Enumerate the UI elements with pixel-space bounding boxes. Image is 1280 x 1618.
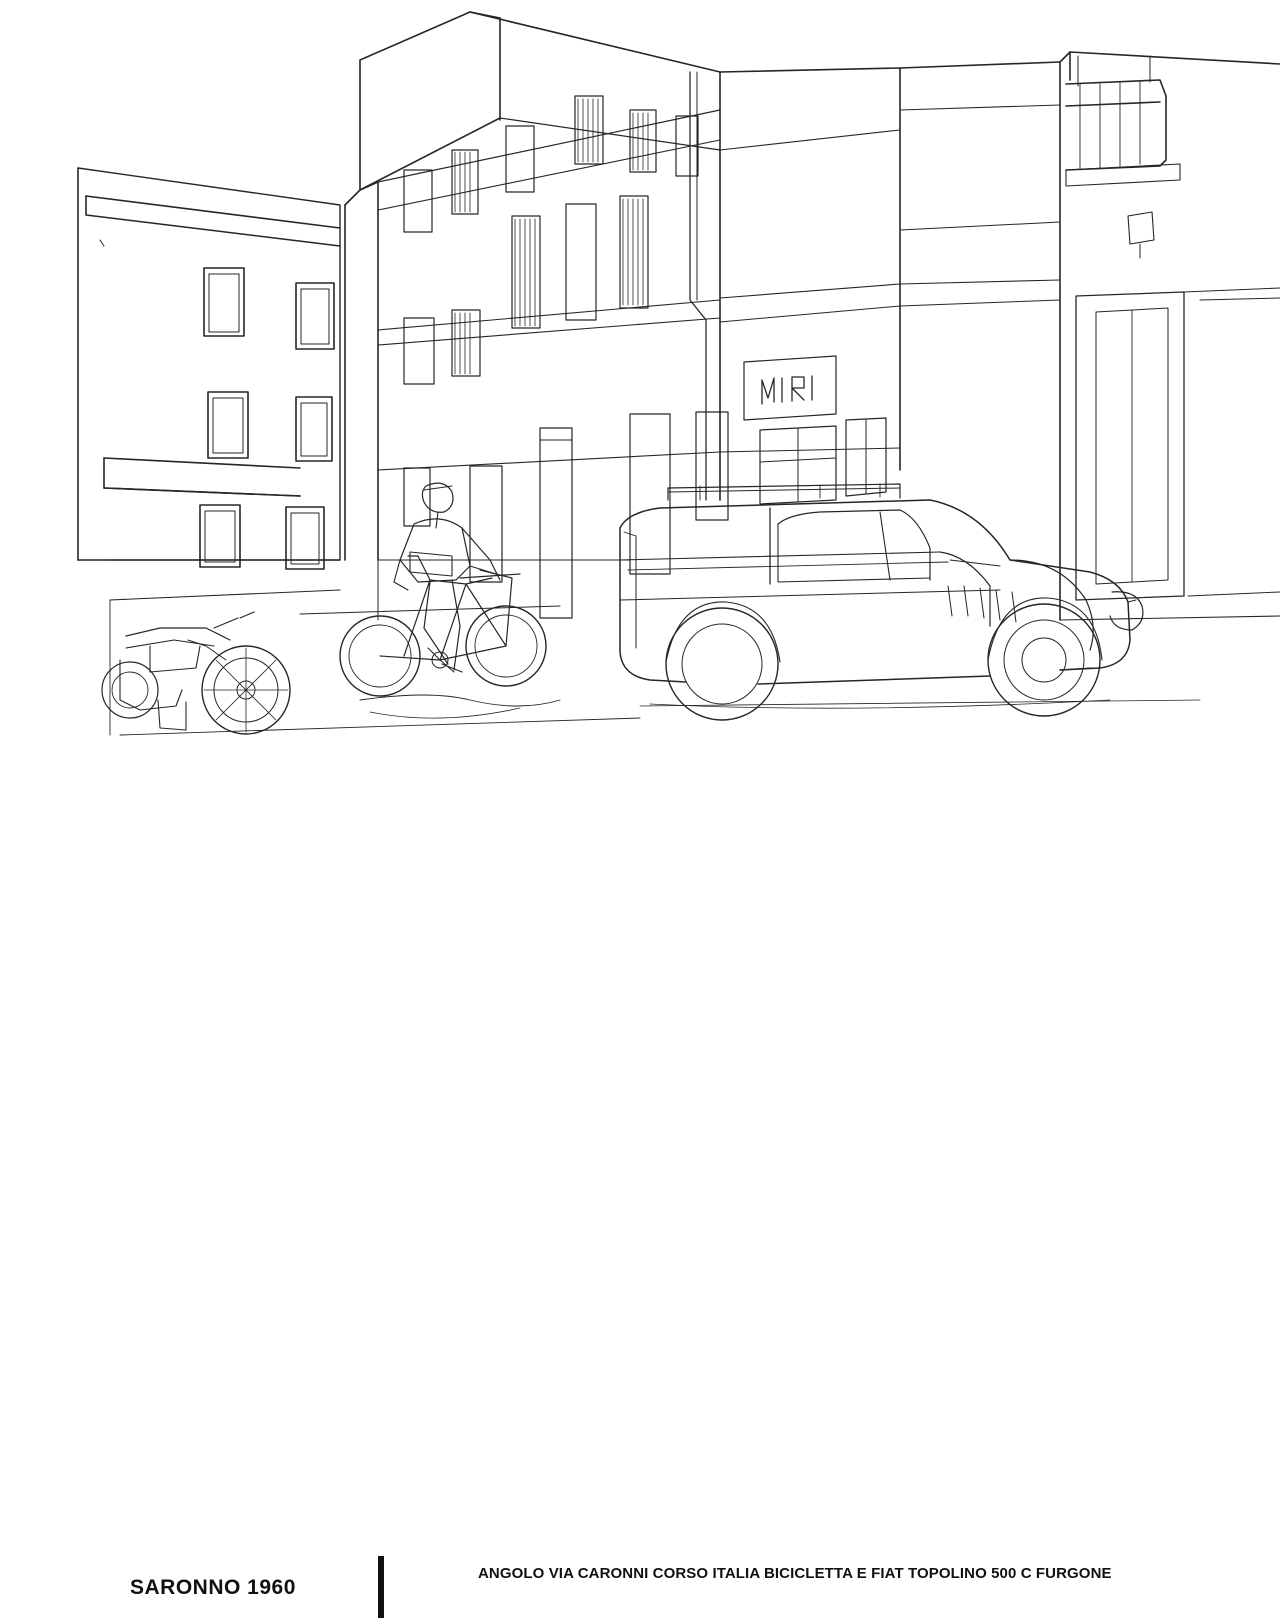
caption-title: SARONNO 1960 xyxy=(130,1576,296,1599)
building-right xyxy=(720,52,1280,620)
caption-description: ANGOLO VIA CARONNI CORSO ITALIA BICICLETTA E FIAT TOPOLINO 500 C FURGONE xyxy=(478,1565,1112,1582)
parked-motorcycle xyxy=(102,612,290,734)
cyclist-on-bicycle xyxy=(340,483,546,696)
caption-divider xyxy=(378,1556,384,1618)
tall-building-center xyxy=(345,12,728,620)
shop-sign-mirino xyxy=(762,376,812,404)
caption-bar xyxy=(0,770,1280,1599)
line-drawing-artwork xyxy=(0,0,1280,770)
corner-building-left xyxy=(78,168,340,569)
